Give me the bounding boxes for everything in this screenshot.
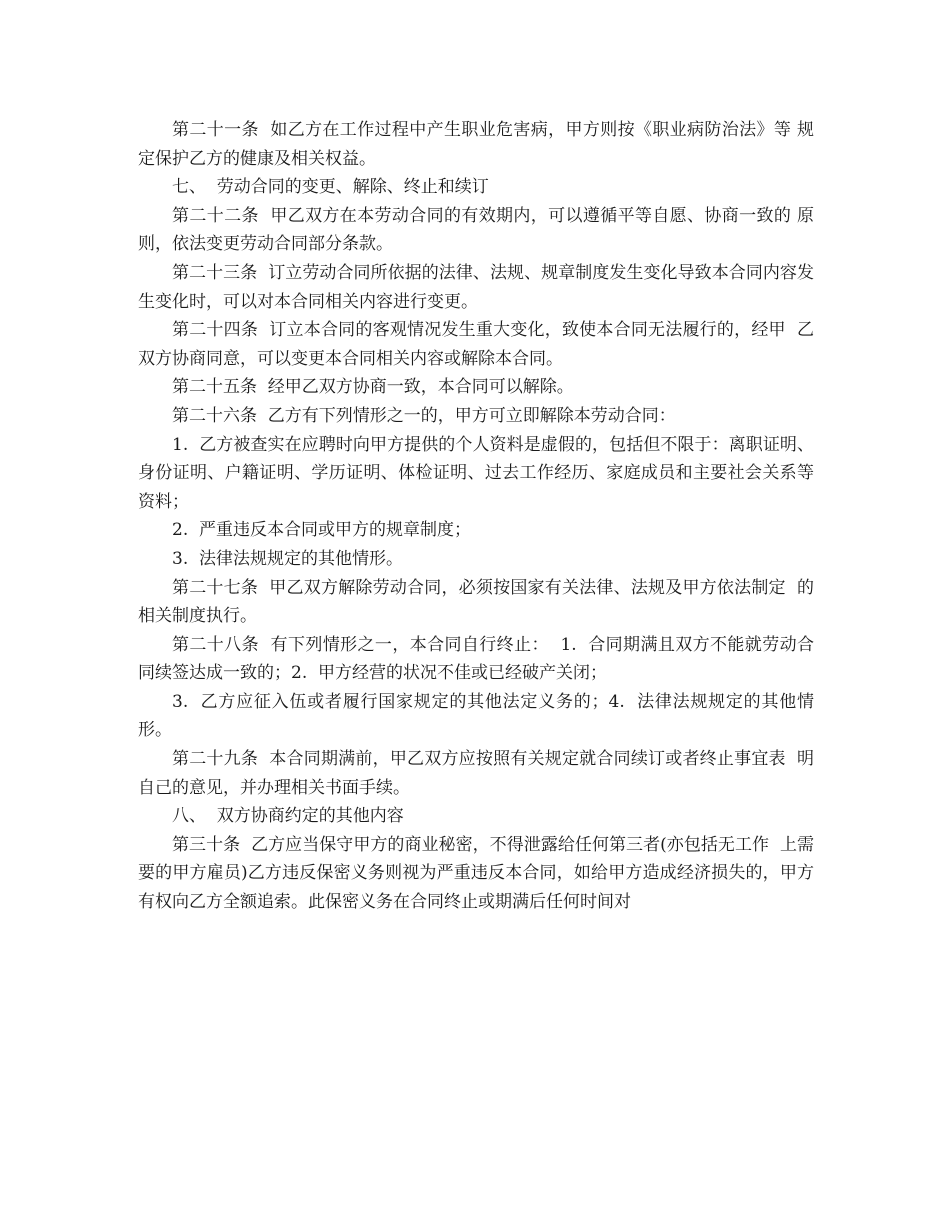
clause-24: 第二十四条 订立本合同的客观情况发生重大变化，致使本合同无法履行的，经甲 乙双方协商同意，可以变更本合同相关内容或解除本合同。 [138,320,814,369]
section-heading-8: 八、 双方协商约定的其他内容 [172,806,404,827]
clause-27: 第二十七条 甲乙双方解除劳动合同，必须按国家有关法律、法规及甲方依法制定 的相关制度执行。 [138,577,814,627]
clause-26-item-3: 3. 法律法规规定的其他情形。 [172,548,404,569]
section-heading-7: 七、 劳动合同的变更、解除、终止和续订 [172,177,489,198]
clause-30: 第三十条 乙方应当保守甲方的商业秘密，不得泄露给任何第三者(亦包括无工作 上需要的甲方雇员)乙方违反保密义务则视为严重违反本合同，如给甲方造成经济损失的，甲方有权向乙方全额追索。此保密义务在合同终止或期满后任何时间对 [138,834,814,913]
clause-28-continued: 3. 乙方应征入伍或者履行国家规定的其他法定义务的；4. 法律法规规定的其他情形。 [138,691,814,741]
clause-26: 第二十六条 乙方有下列情形之一的，甲方可立即解除本劳动合同： [172,405,676,426]
clause-29: 第二十九条 本合同期满前，甲乙双方应按照有关规定就合同续订或者终止事宜表 明自己的意见，并办理相关书面手续。 [138,749,814,798]
document-body [138,116,814,917]
clause-28: 第二十八条 有下列情形之一，本合同自行终止： 1. 合同期满且双方不能就劳动合同续签达成一致的；2. 甲方经营的状况不佳或已经破产关闭； [138,634,814,684]
clause-25: 第二十五条 经甲乙双方协商一致，本合同可以解除。 [172,377,574,398]
clause-23: 第二十三条 订立劳动合同所依据的法律、法规、规章制度发生变化导致本合同内容发生变化时，可以对本合同相关内容进行变更。 [138,262,814,312]
clause-26-item-1: 1. 乙方被查实在应聘时向甲方提供的个人资料是虚假的，包括但不限于：离职证明、身份证明、户籍证明、学历证明、体检证明、过去工作经历、家庭成员和主要社会关系等资料； [138,434,814,512]
clause-21: 第二十一条 如乙方在工作过程中产生职业危害病，甲方则按《职业病防治法》等 规定保护乙方的健康及相关权益。 [138,120,814,169]
clause-26-item-2: 2. 严重违反本合同或甲方的规章制度； [172,520,472,541]
clause-22: 第二十二条 甲乙双方在本劳动合同的有效期内，可以遵循平等自愿、协商一致的 原则，依法变更劳动合同部分条款。 [138,205,814,255]
